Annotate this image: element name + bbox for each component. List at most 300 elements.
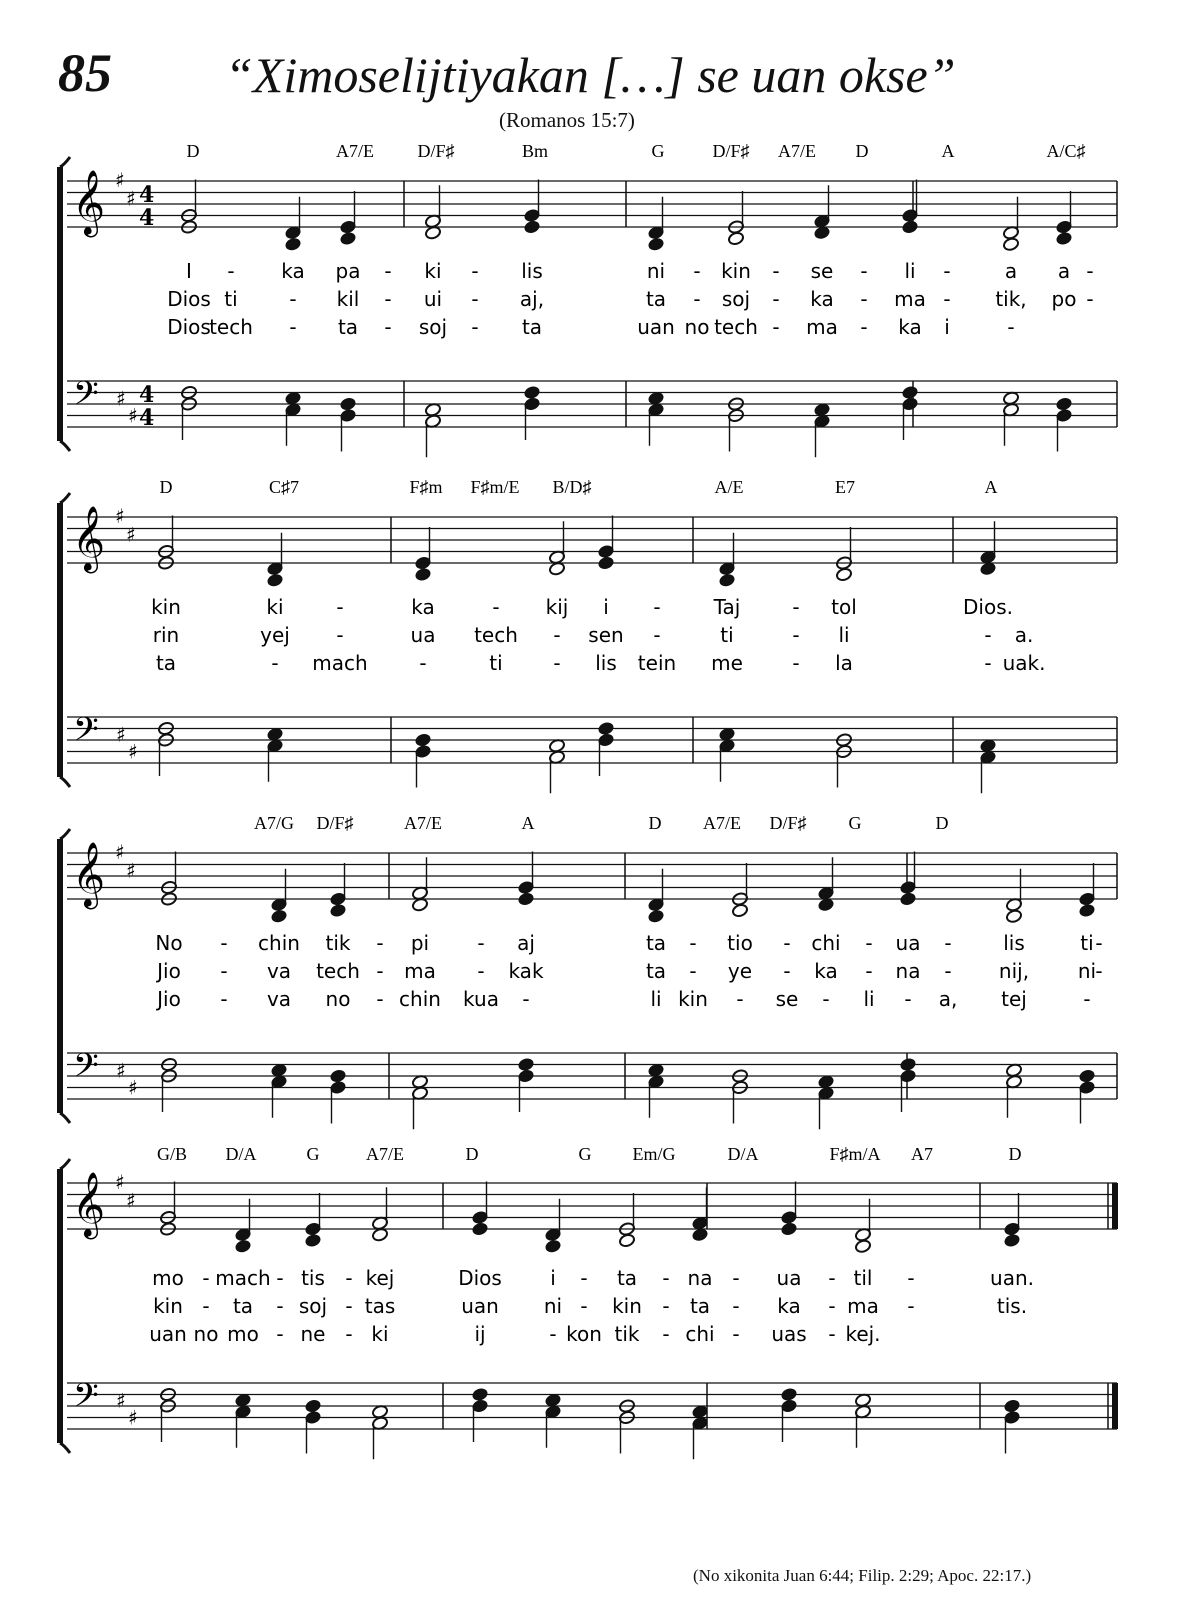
lyric-syllable: uan [637, 315, 675, 339]
sharp-icon: ♯ [126, 522, 136, 547]
lyric-syllable: Dios [458, 1266, 502, 1290]
bracket-top-hook [60, 493, 70, 503]
lyric-syllable: ne [300, 1322, 326, 1346]
bass-staff [67, 375, 1117, 431]
lyric-syllable: kin [153, 1294, 183, 1318]
lyric-syllable: - [220, 987, 228, 1011]
lyric-syllable: - [1086, 287, 1094, 311]
chord-symbol: Bm [521, 141, 549, 161]
lyric-syllable: I [186, 259, 192, 283]
note-head [1055, 231, 1072, 246]
lyric-syllable: nij, [998, 959, 1030, 983]
chord-symbol: D [855, 141, 869, 161]
lyric-syllable: li [904, 259, 916, 283]
lyric-syllable: - [944, 931, 952, 955]
lyric-syllable: sen [588, 623, 624, 647]
lyric-syllable: - [904, 987, 912, 1011]
lyric-syllable: kij [545, 595, 569, 619]
chord-symbol: A [941, 141, 955, 161]
lyric-syllable: - [580, 1266, 588, 1290]
lyric-syllable: kak [508, 959, 544, 983]
lyric-syllable: lis [1003, 931, 1025, 955]
lyric-syllable: - [1007, 315, 1015, 339]
lyric-syllable: - [1086, 259, 1094, 283]
treble-clef-icon: 𝄞 [72, 1172, 106, 1237]
time-signature-numerator: 4 [139, 182, 155, 208]
lyric-syllable: ni [646, 259, 666, 283]
sharp-icon: ♯ [126, 858, 136, 883]
lyric-syllable: ta [689, 1294, 711, 1318]
note-head [304, 1233, 321, 1248]
lyric-syllable: - [376, 987, 384, 1011]
bass-clef-icon: 𝄢 [73, 375, 99, 421]
lyric-syllable: - [943, 259, 951, 283]
lyric-syllable: ti [224, 287, 238, 311]
lyric-syllable: - [227, 259, 235, 283]
lyric-syllable: kua [463, 987, 499, 1011]
lyric-syllable: - [477, 931, 485, 955]
chord-symbol: D [935, 813, 949, 833]
note-head [1078, 903, 1095, 918]
lyric-syllable: - [345, 1322, 353, 1346]
lyric-syllable: - [792, 595, 800, 619]
lyric-syllable: - [783, 931, 791, 955]
lyric-syllable: - [653, 595, 661, 619]
lyric-syllable: ka [810, 287, 834, 311]
lyric-syllable: - [772, 315, 780, 339]
note-head [854, 1239, 871, 1254]
note-head [414, 567, 431, 582]
lyric-syllable: No [155, 931, 183, 955]
chord-symbol: D/F♯ [769, 813, 807, 833]
lyric-syllable: Taj [713, 595, 741, 619]
treble-staff [67, 504, 1117, 573]
bracket-top-hook [60, 1159, 70, 1169]
lyric-syllable: i [944, 315, 950, 339]
lyric-syllable: kin [678, 987, 708, 1011]
chord-symbol: A/E [714, 477, 744, 497]
note-head [234, 1239, 251, 1254]
lyric-syllable: ma [847, 1294, 879, 1318]
chord-symbol: G [848, 813, 862, 833]
lyric-syllable: mo [227, 1322, 259, 1346]
bracket-top-hook [60, 157, 70, 167]
lyric-syllable: - [271, 651, 279, 675]
lyric-syllable: tio [727, 931, 753, 955]
scripture-reference: (Romanos 15:7) [499, 108, 635, 132]
lyric-syllable: ni [1077, 959, 1097, 983]
lyric-syllable: kej [365, 1266, 395, 1290]
chord-symbol: D [186, 141, 200, 161]
sharp-icon: ♯ [115, 840, 125, 864]
lyric-syllable: pa [335, 259, 361, 283]
chord-symbol: A/C♯ [1046, 141, 1086, 161]
lyric-syllable: tech [474, 623, 518, 647]
lyric-syllable: tein [637, 651, 677, 675]
song-number: 85 [58, 43, 112, 103]
lyric-syllable: til [853, 1266, 873, 1290]
lyric-syllable: - [1095, 959, 1103, 983]
lyric-syllable: aj [517, 931, 535, 955]
note-head [1002, 237, 1019, 252]
lyric-syllable: - [943, 287, 951, 311]
lyric-syllable: na [687, 1266, 713, 1290]
lyric-syllable: - [549, 1322, 557, 1346]
lyric-syllable: kin [721, 259, 751, 283]
lyric-syllable: - [907, 1294, 915, 1318]
lyric-syllable: ta [645, 931, 667, 955]
lyric-syllable: - [522, 987, 530, 1011]
lyric-syllable: Jio [157, 987, 181, 1011]
lyric-syllable: soj [298, 1294, 328, 1318]
lyric-syllable: - [984, 623, 992, 647]
note-head [284, 237, 301, 252]
lyric-syllable: kej. [845, 1322, 881, 1346]
note-head [329, 903, 346, 918]
chord-symbol: D [465, 1144, 479, 1164]
lyric-syllable: uan [461, 1294, 499, 1318]
sharp-icon: ♯ [116, 386, 126, 411]
system-1 [60, 141, 1117, 457]
lyric-syllable: - [822, 987, 830, 1011]
lyric-syllable: - [553, 651, 561, 675]
lyric-syllable: uan. [990, 1266, 1034, 1290]
lyric-syllable: ij [474, 1322, 486, 1346]
note-head [727, 231, 744, 246]
lyric-syllable: ua [895, 931, 921, 955]
lyric-syllable: uas [771, 1322, 807, 1346]
note-head [647, 237, 664, 252]
lyric-syllable: soj [418, 315, 448, 339]
bass-staff [67, 1047, 1117, 1100]
lyric-syllable: li [838, 623, 850, 647]
lyric-syllable: - [860, 287, 868, 311]
lyric-syllable: ti [720, 623, 734, 647]
lyric-syllable: ye [727, 959, 753, 983]
lyric-syllable: ma [404, 959, 436, 983]
lyric-syllable: ki [371, 1322, 389, 1346]
song-title: “Ximoselijtiyakan […] se uan okse” [225, 47, 956, 103]
lyric-syllable: rin [152, 623, 180, 647]
lyric-syllable: i [603, 595, 609, 619]
chord-symbol: C♯7 [268, 477, 300, 497]
lyric-syllable: - [783, 959, 791, 983]
chord-symbol: D [648, 813, 662, 833]
lyric-syllable: - [1083, 987, 1091, 1011]
lyric-syllable: a [1004, 259, 1018, 283]
time-signature-denominator: 4 [139, 405, 155, 431]
lyric-syllable: - [828, 1322, 836, 1346]
lyric-syllable: ua [410, 623, 436, 647]
note-head [1005, 909, 1022, 924]
lyric-syllable: - [419, 651, 427, 675]
lyric-syllable: kin [612, 1294, 642, 1318]
bass-clef-icon: 𝄢 [73, 1377, 99, 1423]
note-head [618, 1233, 635, 1248]
lyric-syllable: - [384, 315, 392, 339]
treble-staff [67, 840, 1117, 909]
sharp-icon: ♯ [126, 1188, 136, 1213]
lyric-syllable: soj [721, 287, 751, 311]
lyric-syllable: - [662, 1266, 670, 1290]
lyric-syllable: na [895, 959, 921, 983]
bracket-bottom-hook [60, 1113, 70, 1123]
lyric-syllable: chin [258, 931, 300, 955]
chord-symbol: G/B [156, 1144, 188, 1164]
lyric-syllable: - [772, 259, 780, 283]
lyric-syllable: chin [399, 987, 441, 1011]
chord-symbol: E7 [835, 477, 855, 497]
lyric-syllable: me [711, 651, 743, 675]
lyric-syllable: li [863, 987, 875, 1011]
lyric-syllable: - [345, 1266, 353, 1290]
chord-symbol: D/F♯ [417, 141, 455, 161]
lyric-syllable: po [1051, 287, 1077, 311]
sharp-icon: ♯ [128, 1405, 138, 1430]
lyric-syllable: tis. [996, 1294, 1028, 1318]
lyric-syllable: - [580, 1294, 588, 1318]
lyric-syllable: ka [777, 1294, 801, 1318]
lyric-syllable: ui [423, 287, 443, 311]
lyric-syllable: tol [831, 595, 857, 619]
lyric-syllable: chi [685, 1322, 715, 1346]
lyric-syllable: tik [614, 1322, 640, 1346]
lyric-syllable: - [693, 287, 701, 311]
note-head [339, 231, 356, 246]
chord-symbol: A [521, 813, 535, 833]
treble-staff [67, 1170, 1117, 1239]
lyric-syllable: - [860, 315, 868, 339]
lyric-syllable: - [944, 959, 952, 983]
lyric-syllable: - [336, 623, 344, 647]
lyric-syllable: - [662, 1294, 670, 1318]
bass-staff [67, 1377, 1117, 1430]
lyric-syllable: Dios [167, 315, 211, 339]
bracket-bottom-hook [60, 777, 70, 787]
lyric-syllable: va [266, 987, 292, 1011]
lyric-syllable: ta [616, 1266, 638, 1290]
lyric-syllable: - [345, 1294, 353, 1318]
sharp-icon: ♯ [115, 504, 125, 528]
sharp-icon: ♯ [116, 722, 126, 747]
lyric-syllable: tech [316, 959, 360, 983]
lyric-syllable: a, [938, 987, 958, 1011]
lyric-syllable: - [384, 287, 392, 311]
lyric-syllable: - [276, 1322, 284, 1346]
note-head [1003, 1233, 1020, 1248]
chord-symbol: F♯m/A [829, 1144, 881, 1164]
lyric-syllable: ta [645, 287, 667, 311]
treble-clef-icon: 𝄞 [72, 170, 106, 235]
sharp-icon: ♯ [128, 1075, 138, 1100]
chord-symbol: G [578, 1144, 592, 1164]
bass-clef-icon: 𝄢 [73, 711, 99, 757]
lyric-syllable: no [325, 987, 351, 1011]
lyric-syllable: aj, [519, 287, 545, 311]
lyric-syllable: a [1057, 259, 1071, 283]
lyric-syllable: ta [521, 315, 543, 339]
lyric-syllable: - [736, 987, 744, 1011]
note-head [835, 567, 852, 582]
lyric-syllable: lis [595, 651, 617, 675]
lyric-syllable: lis [521, 259, 543, 283]
lyric-syllable: ti [1080, 931, 1094, 955]
footnote-references: (No xikonita Juan 6:44; Filip. 2:29; Apoc. 22:17.) [693, 1566, 1032, 1585]
treble-clef-icon: 𝄞 [72, 506, 106, 571]
chord-symbol: A7/E [703, 813, 741, 833]
lyric-syllable: - [471, 259, 479, 283]
chord-symbol: D/A [727, 1144, 759, 1164]
sharp-icon: ♯ [115, 168, 125, 192]
lyric-syllable: se [775, 987, 799, 1011]
note-head [544, 1239, 561, 1254]
lyric-syllable: se [810, 259, 834, 283]
sharp-icon: ♯ [116, 1058, 126, 1083]
note-head [266, 573, 283, 588]
lyric-syllable: uan [149, 1322, 187, 1346]
lyric-syllable: ka [281, 259, 305, 283]
lyric-syllable: - [276, 1294, 284, 1318]
lyric-syllable: ta [232, 1294, 254, 1318]
lyric-syllable: li [650, 987, 662, 1011]
chord-symbol: F♯m/E [470, 477, 520, 497]
lyric-syllable: - [376, 931, 384, 955]
lyric-syllable: a. [1014, 623, 1034, 647]
lyric-syllable: - [732, 1266, 740, 1290]
chord-symbol: D/F♯ [712, 141, 750, 161]
lyric-syllable: no [684, 315, 710, 339]
lyric-syllable: ki [266, 595, 284, 619]
lyric-syllable: ni [543, 1294, 563, 1318]
lyric-syllable: - [471, 315, 479, 339]
lyric-syllable: - [662, 1322, 670, 1346]
lyric-syllable: tej [1001, 987, 1027, 1011]
chord-symbol: A7/G [254, 813, 294, 833]
lyric-syllable: - [289, 315, 297, 339]
treble-clef-icon: 𝄞 [72, 842, 106, 907]
system-3 [60, 813, 1117, 1129]
chord-symbol: D/A [225, 1144, 257, 1164]
lyric-syllable: pi [410, 931, 430, 955]
lyric-syllable: mo [152, 1266, 184, 1290]
lyric-syllable: uak. [1002, 651, 1046, 675]
lyric-syllable: ma [894, 287, 926, 311]
lyric-syllable: - [732, 1322, 740, 1346]
lyric-syllable: - [220, 959, 228, 983]
lyric-syllable: - [907, 1266, 915, 1290]
lyric-syllable: no [193, 1322, 219, 1346]
chord-symbol: D/F♯ [316, 813, 354, 833]
note-head [718, 573, 735, 588]
lyric-syllable: va [266, 959, 292, 983]
lyric-syllable: - [289, 287, 297, 311]
lyric-syllable: - [202, 1294, 210, 1318]
sharp-icon: ♯ [116, 1388, 126, 1413]
lyric-syllable: - [471, 287, 479, 311]
lyric-syllable: - [689, 959, 697, 983]
chord-symbol: G [651, 141, 665, 161]
sharp-icon: ♯ [128, 739, 138, 764]
lyric-syllable: ka [814, 959, 838, 983]
note-head [270, 909, 287, 924]
bracket-bottom-hook [60, 441, 70, 451]
lyric-syllable: - [1095, 931, 1103, 955]
lyric-syllable: - [689, 931, 697, 955]
lyric-syllable: ki [424, 259, 442, 283]
lyric-syllable: ma [806, 315, 838, 339]
lyric-syllable: ta [155, 651, 177, 675]
lyric-syllable: - [732, 1294, 740, 1318]
lyric-syllable: ta [645, 959, 667, 983]
chord-symbol: A7/E [778, 141, 816, 161]
chord-symbol: A7/E [404, 813, 442, 833]
lyric-syllable: Dios [167, 287, 211, 311]
lyric-syllable: - [865, 931, 873, 955]
time-signature-numerator: 4 [139, 382, 155, 408]
lyric-syllable: - [693, 259, 701, 283]
bass-staff [67, 711, 1117, 764]
lyric-syllable: - [202, 1266, 210, 1290]
lyric-syllable: ka [411, 595, 435, 619]
chord-symbol: D [1008, 1144, 1022, 1164]
lyric-syllable: Jio [157, 959, 181, 983]
note-head [731, 903, 748, 918]
lyric-syllable: Dios. [963, 595, 1013, 619]
lyric-syllable: - [492, 595, 500, 619]
system-2 [60, 477, 1117, 793]
lyric-syllable: mach [312, 651, 368, 675]
chord-symbol: A7 [911, 1144, 933, 1164]
lyric-syllable: tas [364, 1294, 396, 1318]
bracket-bottom-hook [60, 1443, 70, 1453]
lyric-syllable: tik [325, 931, 351, 955]
lyric-syllable: ta [337, 315, 359, 339]
lyric-syllable: - [276, 1266, 284, 1290]
system-4 [60, 1144, 1115, 1459]
lyric-syllable: kil [336, 287, 360, 311]
lyric-syllable: la [835, 651, 853, 675]
lyric-syllable: - [828, 1294, 836, 1318]
note-head [647, 909, 664, 924]
lyric-syllable: chi [811, 931, 841, 955]
lyric-syllable: tech [209, 315, 253, 339]
chord-symbol: F♯m [409, 477, 443, 497]
lyric-syllable: tis [301, 1266, 325, 1290]
lyric-syllable: tik, [995, 287, 1027, 311]
chord-symbol: A7/E [366, 1144, 404, 1164]
lyric-syllable: ti [489, 651, 503, 675]
lyric-syllable: - [860, 259, 868, 283]
lyric-syllable: - [792, 623, 800, 647]
lyric-syllable: ka [898, 315, 922, 339]
chord-symbol: D [159, 477, 173, 497]
time-signature-denominator: 4 [139, 205, 155, 231]
lyric-syllable: - [828, 1266, 836, 1290]
treble-staff [67, 168, 1117, 237]
lyric-syllable: mach [215, 1266, 271, 1290]
chord-symbol: Em/G [632, 1144, 676, 1164]
lyric-syllable: - [384, 259, 392, 283]
sharp-icon: ♯ [128, 403, 138, 428]
sharp-icon: ♯ [126, 186, 136, 211]
lyric-syllable: - [865, 959, 873, 983]
lyric-syllable: tech [714, 315, 758, 339]
bass-clef-icon: 𝄢 [73, 1047, 99, 1093]
lyric-syllable: i [550, 1266, 556, 1290]
lyric-syllable: - [376, 959, 384, 983]
lyric-syllable: - [336, 595, 344, 619]
chord-symbol: A7/E [336, 141, 374, 161]
